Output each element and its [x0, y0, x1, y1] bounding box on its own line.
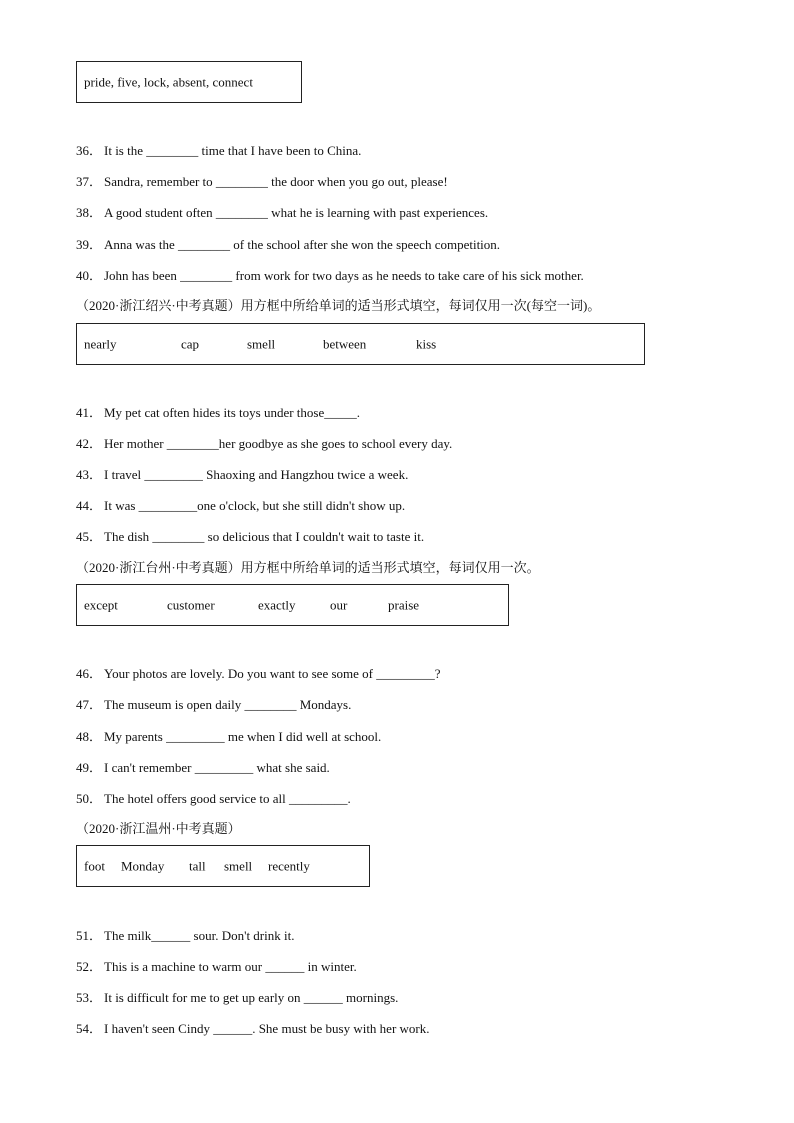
word-box-1 — [76, 61, 302, 103]
word-box-4 — [76, 845, 370, 887]
question-41: 41． My pet cat often hides its toys under those_____. — [76, 405, 360, 420]
question-39: 39． Anna was the ________ of the school after she won the speech competition. — [76, 237, 501, 252]
word-box-2 — [76, 323, 645, 365]
question-45: 45． The dish ________ so delicious that I couldn't wait to taste it. — [76, 529, 425, 544]
question-44: 44． It was _________one o'clock, but she still didn't show up. — [76, 498, 406, 513]
word-smell: smell — [224, 858, 253, 874]
word-monday: Monday — [121, 858, 165, 874]
section-heading-3: （2020·浙江台州·中考真题）用方框中所给单词的适当形式填空，每词仅用一次。 — [76, 560, 540, 575]
question-50: 50． The hotel offers good service to all _________. — [76, 791, 351, 806]
question-54: 54． I haven't seen Cindy ______. She must be busy with her work. — [76, 1021, 430, 1036]
question-36: 36． It is the ________ time that I have been to China. — [76, 143, 362, 158]
word-except: except — [84, 597, 118, 613]
section-heading-4: （2020·浙江温州·中考真题） — [76, 821, 241, 836]
question-46: 46． Your photos are lovely. Do you want to see some of _________? — [76, 666, 441, 681]
question-38: 38． A good student often ________ what he is learning with past experiences. — [76, 205, 489, 220]
question-40: 40． John has been ________ from work for two days as he needs to take care of his sick mother. — [76, 268, 584, 283]
question-43: 43． I travel _________ Shaoxing and Hangzhou twice a week. — [76, 467, 409, 482]
word-foot: foot — [84, 858, 105, 874]
word-nearly: nearly — [84, 336, 117, 352]
question-37: 37． Sandra, remember to ________ the door when you go out, please! — [76, 174, 448, 189]
question-53: 53． It is difficult for me to get up early on ______ mornings. — [76, 990, 399, 1005]
word-cap: cap — [181, 336, 200, 352]
word-exactly: exactly — [258, 597, 296, 613]
question-42: 42． Her mother ________her goodbye as she goes to school every day. — [76, 436, 453, 451]
word-customer: customer — [167, 597, 215, 613]
word-smell: smell — [247, 336, 276, 352]
question-49: 49． I can't remember _________ what she said. — [76, 760, 330, 775]
word-praise: praise — [388, 597, 420, 613]
question-48: 48． My parents _________ me when I did well at school. — [76, 729, 382, 744]
question-51: 51． The milk______ sour. Don't drink it. — [76, 928, 295, 943]
question-47: 47． The museum is open daily ________ Mondays. — [76, 697, 352, 712]
question-52: 52． This is a machine to warm our ______ in winter. — [76, 959, 357, 974]
word-kiss: kiss — [416, 336, 437, 352]
word-between: between — [323, 336, 367, 352]
word-box-3 — [76, 584, 509, 626]
word-our: our — [330, 597, 348, 613]
word-box-text: pride, five, lock, absent, connect — [84, 74, 253, 90]
word-tall: tall — [189, 858, 206, 874]
word-recently: recently — [268, 858, 310, 874]
section-heading-2: （2020·浙江绍兴·中考真题）用方框中所给单词的适当形式填空，每词仅用一次(每空一词)。 — [76, 298, 601, 313]
